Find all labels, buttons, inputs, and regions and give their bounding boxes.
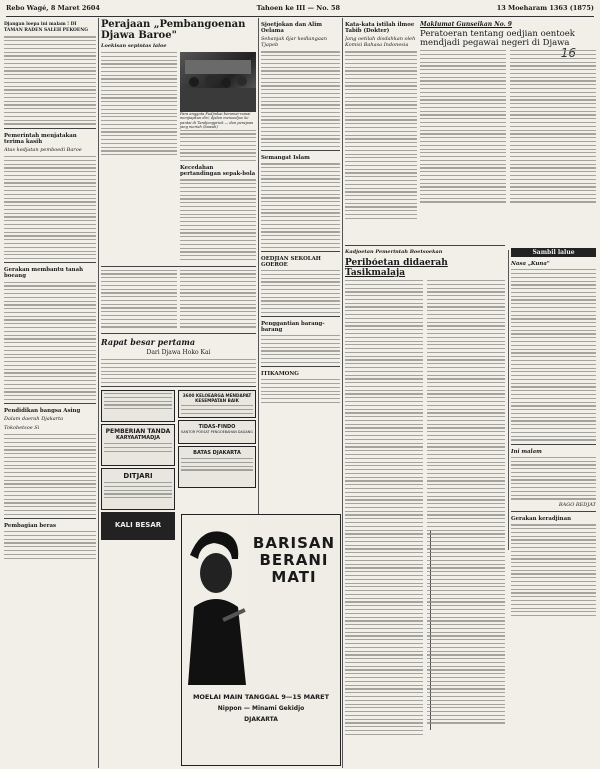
article-headline: Gerakan membantu tanah boeang <box>4 267 84 280</box>
advertisement: KALI BESAR <box>101 512 175 540</box>
column-rule <box>508 250 509 550</box>
feature-subtitle: Loekisan sepintas laloe <box>101 43 167 49</box>
article-body <box>101 52 177 155</box>
article-subheadline: Dari Djawa Hoko Kai <box>146 349 211 357</box>
article-subheadline: Atas kedjatan pemboedi Baroe <box>4 146 82 153</box>
column-sambil-lalue <box>511 248 596 763</box>
film-title: BARISAN BERANI MATI <box>252 534 336 586</box>
advertisement <box>101 390 175 422</box>
film-date: MOELAI MAIN TANGGAL 9—15 MARET <box>192 693 330 701</box>
article-subheadline: Kadjoetan Pemerintah Boetsoekan <box>345 249 443 255</box>
article-body <box>180 179 256 260</box>
column-1 <box>4 18 96 766</box>
article-body <box>4 531 96 559</box>
soldier-icon <box>182 515 248 685</box>
article-body <box>261 270 340 313</box>
article-body <box>345 51 417 219</box>
masthead-date: Rebo Wagé, 8 Maret 2604 <box>6 4 100 12</box>
column-rule <box>342 18 343 768</box>
article-body <box>261 335 340 363</box>
article-headline: Pendidikan bangsa Asing <box>4 408 81 415</box>
article-body <box>510 50 596 202</box>
article-body <box>4 156 96 259</box>
article-headline: Pembagian beras <box>4 522 56 529</box>
article-headline: Nasa „Kuna" <box>511 261 550 267</box>
article-body <box>4 36 96 124</box>
article-body <box>261 163 340 247</box>
article-body <box>180 270 256 328</box>
masthead-hijri-date: 13 Moeharam 1363 (1875) <box>496 4 594 12</box>
article-body <box>261 379 340 403</box>
article-subheadline: Jang oetilah disdahkan oleh Komisi Bahasa Indonesia <box>345 36 416 49</box>
article-body <box>511 457 596 500</box>
article-body <box>261 51 340 147</box>
article-headline: Penggantian barang-barang <box>261 320 325 334</box>
column-rule <box>258 18 259 578</box>
article-headline: Rapat besar pertama <box>101 337 196 348</box>
advertisement: PEMBERIAN TANDA KARYAATMADJA <box>101 424 175 466</box>
article-headline: Sjoetjokan dan Alim Oelama <box>261 22 322 35</box>
masthead <box>6 4 594 17</box>
article-headline: Peratoeran tentang oedjian oentoek mendjadi pegawai negeri di Djawa <box>420 29 575 49</box>
article-headline: Pemerintah menjatakan terima kasih <box>4 132 77 145</box>
article-headline: Ini malam <box>511 448 542 455</box>
column-3 <box>261 18 340 558</box>
advertisement: TIDAS-FINDO KANTOR POESAT PENGOEBAHAN DAGANG <box>178 420 256 444</box>
article-body <box>420 50 506 202</box>
article-body <box>180 130 256 161</box>
masthead-issue: Tahoen ke III — No. 58 <box>256 4 341 12</box>
section-banner: Sambil lalue <box>511 248 596 257</box>
column-4 <box>345 18 417 253</box>
advertisement: DITJARI <box>101 468 175 510</box>
signature: BAGO REDJAT <box>558 502 596 509</box>
article-body <box>101 359 256 383</box>
photo-caption: Para anggota Fudjinkai beramai-ramai menjiapkan diri, djalan menoedjoe ke pantai di Tandjongpriok — dan perajaan jang meriah (bawah) <box>180 112 254 130</box>
film-advertisement <box>181 514 341 766</box>
article-subheadline: Tokobetsoe Si <box>4 425 40 432</box>
article-body <box>4 282 96 400</box>
advertisement: 3600 KELOEARGA MENDAPAT KESEMPATAN BAIK <box>178 390 256 418</box>
article-headline: OEDJIAN SEKOLAH GOEROE <box>261 255 321 268</box>
article-body <box>511 269 596 440</box>
article-headline: Semangat Islam <box>261 155 310 162</box>
advertisement: BATAS DJAKARTA <box>178 446 256 488</box>
article-body <box>101 270 177 328</box>
article-subheadline: Dalam daerah Djakarta <box>4 416 64 423</box>
soldier-illustration <box>182 515 248 685</box>
article-headline: Kata-kata istilah ilmoe Tabib (Dokter) <box>345 22 415 35</box>
article-headline: Djangan loepa ini malam ! DI TAMAN RADEN SALEH PEKOENG <box>4 22 88 34</box>
feature-title: Perajaan „Pembangoenan Djawa Baroe" <box>101 19 246 41</box>
column-rule <box>98 18 99 768</box>
article-headline: Peribo̒etan didaerah Tasikmalaja <box>345 258 448 278</box>
article-subheadline: Sebanjak 6jar kedlangaan Tjapeb <box>261 36 328 49</box>
column-5 <box>420 18 596 248</box>
feature-photo <box>180 52 256 112</box>
article-body <box>511 524 596 616</box>
film-city: DJAKARTA <box>244 716 278 723</box>
article-headline: Kecedahan pertandingan sepak-bola <box>180 165 256 178</box>
tasikmalaja-article <box>345 242 505 762</box>
article-body <box>4 434 96 515</box>
article-headline: ITIKAMONG <box>261 370 299 377</box>
article-headline: Maklumat Gunseikan No. 9 <box>420 21 512 28</box>
photo-crowd-icon <box>180 52 256 112</box>
article-body <box>345 280 423 735</box>
article-headline: Gerakan keradjinan <box>511 516 571 523</box>
film-venue: Nippon — Minami Gekidjo <box>217 705 305 712</box>
article-body <box>427 280 505 724</box>
